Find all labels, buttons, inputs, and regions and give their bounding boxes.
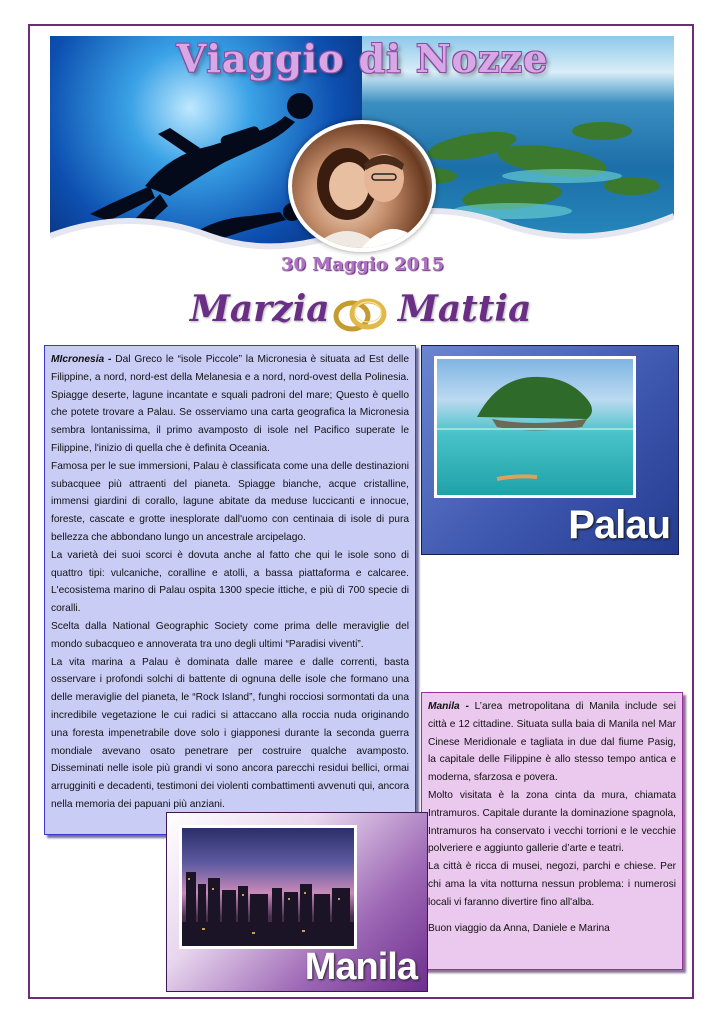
page-title: Viaggio di Nozze	[176, 36, 549, 81]
rock-island-icon	[437, 359, 633, 495]
bride-name: Marzia	[190, 288, 330, 330]
rock-island-photo	[434, 356, 636, 498]
micronesia-dash: -	[104, 354, 116, 365]
micronesia-paragraph-5: La vita marina a Palau è dominata dalle maree e dalle correnti, basta osservare i profondi solchi di battente di ognuna delle isole che formano una delle meraviglie del pianeta, le “Rock Island”, funghi rocciosi sormontati da una incredibile vegetazione le cui radici si attaccano alla roccia nuda originando una foresta impenetrabile dove solo i giapponesi durante la seconda guerra mondiale avevano osato penetrare per costruire qualche avamposto. Disseminati nelle isole più grandi vi sono ancora parecchi residui bellici, ormai arrugginiti e decadenti, testimoni dei violenti combattimenti avvenuti qui, ancora nella memoria dei papuani più anziani.	[51, 656, 409, 810]
manila-dash: -	[459, 701, 475, 712]
manila-picture-panel	[166, 812, 428, 992]
manila-skyline-icon	[182, 828, 354, 946]
manila-paragraph-2: Molto visitata è la zona cinta da mura, chiamata Intramuros. Capitale durante la dominazione spagnola, Intramuros ha conservato i vecchi torrioni e le vecchie polveriere e aggiunto gallerie d’arte e teatri.	[428, 789, 676, 855]
manila-label: Manila	[428, 701, 460, 712]
micronesia-text-1: Dal Greco le “isole Piccole” la Micronesia è situata ad Est delle Filippine, a nord, nord-est della Melanesia e a nord, nord-ovest della Polinesia. Spiagge deserte, lagune incantate e squali padroni del mare; Questo è quello che potete trovare a Palau. Se osserviamo una carta geografica la Micronesia sembra lontanissima, il primo avamposto di isole nel Pacifico superate le Filippine, l'inizio di quella che è definita Oceania.	[51, 354, 409, 454]
micronesia-paragraph-2: Famosa per le sue immersioni, Palau è classificata come una delle destinazioni subacquee più attraenti del pianeta. Spiagge bianche, acque cristalline, immensi giardini di corallo, lagune abitate da meduse luccicanti e innocue, foreste, cascate e grotte inesplorate dall'uomo con centinaia di isole di pura bellezza che abbondano lungo un ancestrale arcipelago.	[51, 460, 409, 543]
manila-skyline-photo	[179, 825, 357, 949]
couple-portrait-photo	[288, 120, 436, 252]
manila-paragraph-3: La città è ricca di musei, negozi, parchi e chiese. Per chi ama la vita notturna nessun problema: i numerosi locali vi faranno divertire fino all'alba.	[428, 861, 676, 908]
micronesia-paragraph-3: La varietà dei suoi scorci è dovuta anche al fatto che qui le isole sono di quattro tipi: vulcaniche, coralline e atolli, a bassa piattaforma e calcaree. L'ecosistema marino di Palau ospita 1300 specie ittiche, e più di 700 specie di coralli.	[51, 549, 409, 615]
palau-picture-panel	[421, 345, 679, 555]
palau-caption: Palau	[568, 503, 670, 547]
micronesia-paragraph-4: Scelta dalla National Geographic Society come prima delle meraviglie del mondo subacqueo e annoverata tra uno degli ultimi “Paradisi viventi”.	[51, 620, 409, 650]
wedding-rings-icon	[328, 292, 392, 336]
manila-text-1: L’area metropolitana di Manila include sei città e 12 cittadine. Situata sulla baia di Manila nel Mar Cinese Meridionale e tagliata in due dal fiume Pasig, la capitale delle Filippine è allo stesso tempo antica e moderna, sfarzosa e povera.	[428, 701, 676, 784]
micronesia-label: MIcronesia	[51, 354, 105, 365]
couple-portrait-icon	[292, 124, 432, 248]
groom-name: Mattia	[398, 288, 532, 330]
manila-text-box	[421, 692, 683, 970]
micronesia-text-box	[44, 345, 416, 835]
manila-paragraph-1	[428, 698, 676, 787]
manila-caption: Manila	[304, 946, 417, 988]
micronesia-paragraph-1	[51, 351, 409, 458]
manila-closing: Buon viaggio da Anna, Daniele e Marina	[428, 922, 610, 934]
wedding-date: 30 Maggio 2015	[280, 254, 445, 275]
